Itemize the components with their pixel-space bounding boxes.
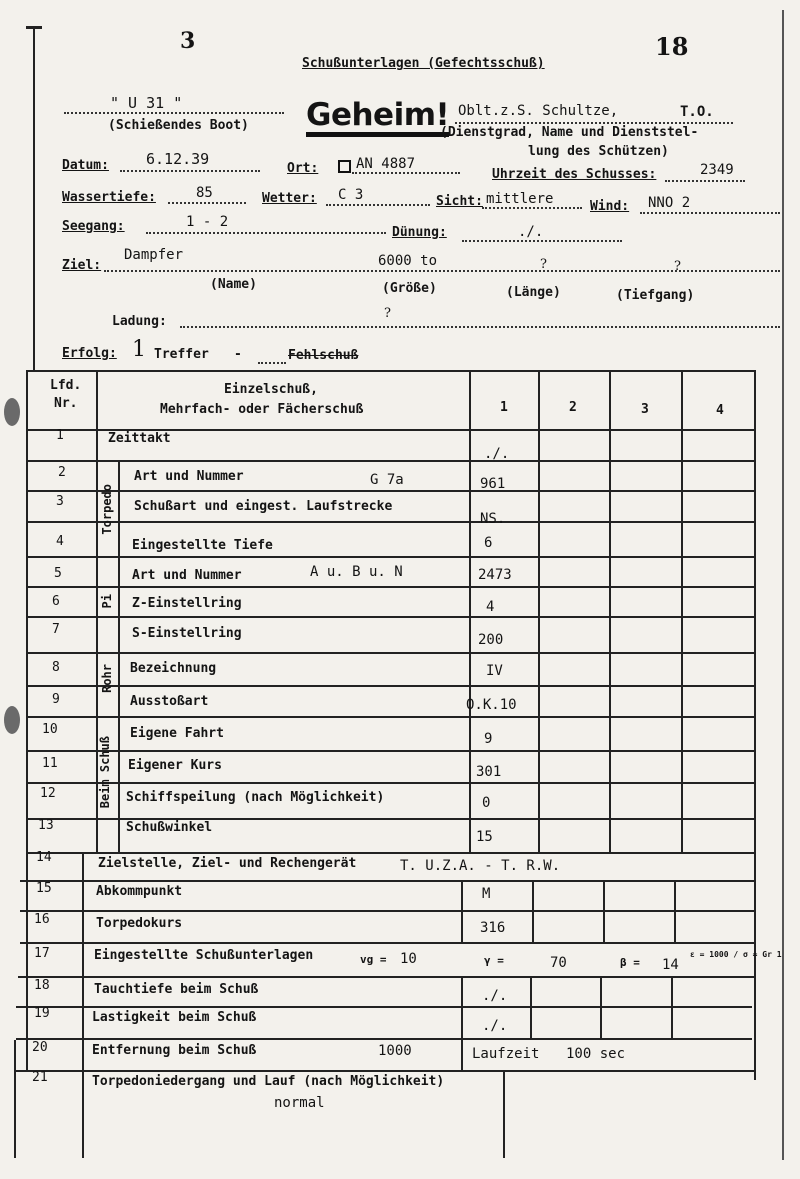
row-extra: G 7a [370,472,404,488]
row-value-col1: 316 [480,920,506,936]
row-value-col1: 0 [482,795,491,811]
wetter-value: C 3 [338,187,364,203]
row-value-col1: 2473 [478,567,512,583]
row-label: Bezeichnung [130,661,217,676]
col-1-divider-lower [461,880,463,944]
uhrzeit-value: 2349 [700,162,734,178]
wetter-line [326,204,430,206]
gamma-value: 70 [550,955,567,971]
row-label: Ausstoßart [130,694,209,709]
row-number: 21 [32,1070,48,1085]
row17-note: ε = 1000 / σ = Gr 1 [690,950,782,959]
vg-label: vg = [360,953,387,966]
ziel-line [104,270,780,272]
row-label: Schiffspeilung (nach Möglichkeit) [126,790,385,805]
row-number: 9 [52,692,60,707]
document-title: Schußunterlagen (Gefechtsschuß) [302,56,545,71]
row-number: 15 [36,881,52,896]
row-number: 20 [32,1040,48,1055]
row-number: 2 [58,465,66,480]
punch-hole [4,706,20,734]
ziel-name-caption: (Name) [210,277,257,292]
row-rule [26,716,756,718]
row-number: 5 [54,566,62,581]
ziel-laenge-caption: (Länge) [506,285,561,300]
row-value-col1: O.K.10 [466,697,517,713]
col-2-divider-lower [532,880,534,944]
shooter-role: T.O. [680,104,714,120]
row-label: Eingestellte Schußunterlagen [94,948,314,963]
shooter-line [455,122,733,124]
sicht-line [482,207,582,209]
shooter-value: Oblt.z.S. Schultze, [458,103,619,119]
corner-mark: 3 [180,28,196,54]
row-value-col1: 301 [476,764,502,780]
wassertiefe-line [168,202,246,204]
table-left-border [26,370,28,1072]
row-rule [26,685,756,687]
erfolg-count: 1 [132,337,146,362]
row-label: Torpedoniedergang und Lauf (nach Möglichkeit) [92,1074,445,1089]
row-extra: normal [274,1095,325,1111]
duenung-line [462,240,622,242]
seegang-label: Seegang: [62,219,125,234]
row-rule [26,616,756,618]
laufzeit-value: 100 sec [566,1046,626,1062]
erfolg-dash: - [234,347,242,362]
uhrzeit-line [665,180,745,182]
row-value-col1: M [482,886,491,902]
datum-value: 6.12.39 [146,150,210,168]
row-value-col1: 4 [486,599,495,615]
duenung-label: Dünung: [392,225,447,240]
row-number: 6 [52,594,60,609]
row-rule [26,556,756,558]
erfolg-label: Erfolg: [62,346,117,361]
row-value-col1: NS. [480,511,506,527]
row-label: Art und Nummer [134,469,244,484]
row-rule [26,460,756,462]
erfolg-treffer: Treffer [154,347,209,362]
row-number: 1 [56,428,64,443]
row-rule [14,1070,754,1072]
row-extra: 1000 [378,1043,412,1059]
margin-tick [26,26,42,29]
row-number: 10 [42,722,58,737]
row-value-col1: IV [486,663,503,679]
header-col-3: 3 [641,402,649,417]
geheim-stamp: Geheim! [306,98,449,137]
shooter-caption-1: (Dienstgrad, Name und Dienststel- [440,125,699,140]
punch-hole [4,398,20,426]
row-value-col1: ./. [482,1018,508,1034]
row-label: Schußart und eingest. Laufstrecke [134,499,393,514]
erfolg-fehlschuss: Fehlschuß [288,348,359,363]
row-rule [20,942,756,944]
group-pi: Pi [100,594,114,609]
uhrzeit-label: Uhrzeit des Schusses: [492,167,657,182]
group-torpedo: Torpedo [100,484,114,535]
row-number: 17 [34,946,50,961]
ort-grid-symbol [338,160,351,173]
datum-label: Datum: [62,158,109,173]
row-rule [26,852,756,854]
row-number: 16 [34,912,50,927]
row-number: 14 [36,850,52,865]
ziel-laenge-value: ? [540,257,547,272]
row-rule [26,521,756,523]
header-col-4: 4 [716,403,724,418]
row-label: Eingestellte Tiefe [132,538,273,553]
row-label: S-Einstellring [132,626,242,641]
page-edge [782,10,784,1160]
row-rule [18,976,756,978]
ladung-label: Ladung: [112,314,167,329]
sicht-value: mittlere [486,191,554,207]
col-4-divider-lower [674,880,676,944]
boat-line [64,112,284,114]
datum-line [120,170,260,172]
wind-value: NNO 2 [648,195,691,211]
row-rule [16,1038,752,1040]
row-extra: A u. B u. N [310,564,403,580]
row-number: 4 [56,534,64,549]
table-top-border [26,370,756,372]
ladung-value: ? [384,306,391,321]
boat-caption: (Schießendes Boot) [108,118,249,133]
row-number: 11 [42,756,58,771]
row-number: 13 [38,818,54,833]
ziel-name-value: Dampfer [124,247,184,263]
header-desc-1: Einzelschuß, [224,382,318,397]
beta-value: 14 [662,957,679,973]
boat-value: " U 31 " [110,94,183,112]
wassertiefe-label: Wassertiefe: [62,190,156,205]
ziel-tiefgang-value: ? [674,259,681,274]
col-1-divider-lower2 [461,976,463,1070]
erfolg-line [258,362,286,364]
table-right-border [754,370,756,1080]
col-3-divider-lower [603,880,605,944]
row-value-col1: 6 [484,535,493,551]
header-nr: Nr. [54,396,78,411]
ort-line [352,172,460,174]
row-label: Eigene Fahrt [130,726,224,741]
row-rule [26,782,756,784]
ziel-tiefgang-caption: (Tiefgang) [616,288,695,303]
shooter-caption-2: lung des Schützen) [528,144,669,159]
seegang-line [146,232,386,234]
row-label: Eigener Kurs [128,758,222,773]
row-label: Torpedokurs [96,916,183,931]
col-21-divider [503,1072,505,1158]
group-schuss: Beim Schuß [98,736,112,809]
wassertiefe-value: 85 [196,185,213,201]
header-lfd: Lfd. [50,378,82,393]
row-rule [26,586,756,588]
row-label: Z-Einstellring [132,596,242,611]
table-left-border-lower [14,1040,16,1158]
row-label: Lastigkeit beim Schuß [92,1010,257,1025]
row-number: 19 [34,1006,50,1021]
seegang-value: 1 - 2 [186,214,229,230]
ort-value: AN 4887 [356,156,416,172]
beta-label: β = [620,956,640,969]
row-number: 18 [34,978,50,993]
row-rule [26,490,756,492]
row-rule [26,750,756,752]
header-desc-2: Mehrfach- oder Fächerschuß [160,402,364,417]
row-rule [20,880,756,882]
row-label: Zeittakt [108,431,171,446]
gamma-label: γ = [484,954,504,967]
row-value-col1: 961 [480,476,506,492]
row-number: 8 [52,660,60,675]
row-label: Schußwinkel [126,820,213,835]
ziel-groesse-value: 6000 to [378,253,438,269]
header-col-1: 1 [500,400,508,415]
row-extra: T. U.Z.A. - T. R.W. [400,858,561,874]
ziel-label: Ziel: [62,258,102,273]
laufzeit-label: Laufzeit [472,1046,540,1062]
row-number: 7 [52,622,60,637]
row-label: Zielstelle, Ziel- und Rechengerät [98,856,357,871]
row-label: Abkommpunkt [96,884,183,899]
row-number: 3 [56,494,64,509]
row-rule [16,1006,752,1008]
wetter-label: Wetter: [262,191,317,206]
margin-line [33,26,35,371]
row-value-col1: ./. [482,988,508,1004]
page-number: 18 [655,32,689,61]
col-group-divider [118,460,120,854]
row-value-col1: 200 [478,632,504,648]
row-label: Tauchtiefe beim Schuß [94,982,259,997]
duenung-value: ./. [518,224,544,240]
sicht-label: Sicht: [436,194,483,209]
row-rule [20,910,756,912]
header-col-2: 2 [569,400,577,415]
ladung-line [180,326,780,328]
row-number: 12 [40,786,56,801]
wind-line [640,212,780,214]
row-label: Art und Nummer [132,568,242,583]
ziel-groesse-caption: (Größe) [382,281,437,296]
group-rohr: Rohr [100,664,114,693]
vg-value: 10 [400,951,417,967]
row-value-col1: 9 [484,731,493,747]
row-label: Entfernung beim Schuß [92,1043,257,1058]
row-rule [26,652,756,654]
ort-label: Ort: [287,161,319,176]
row-value-col1: ./. [484,446,510,462]
row-value-col1: 15 [476,829,493,845]
wind-label: Wind: [590,199,630,214]
